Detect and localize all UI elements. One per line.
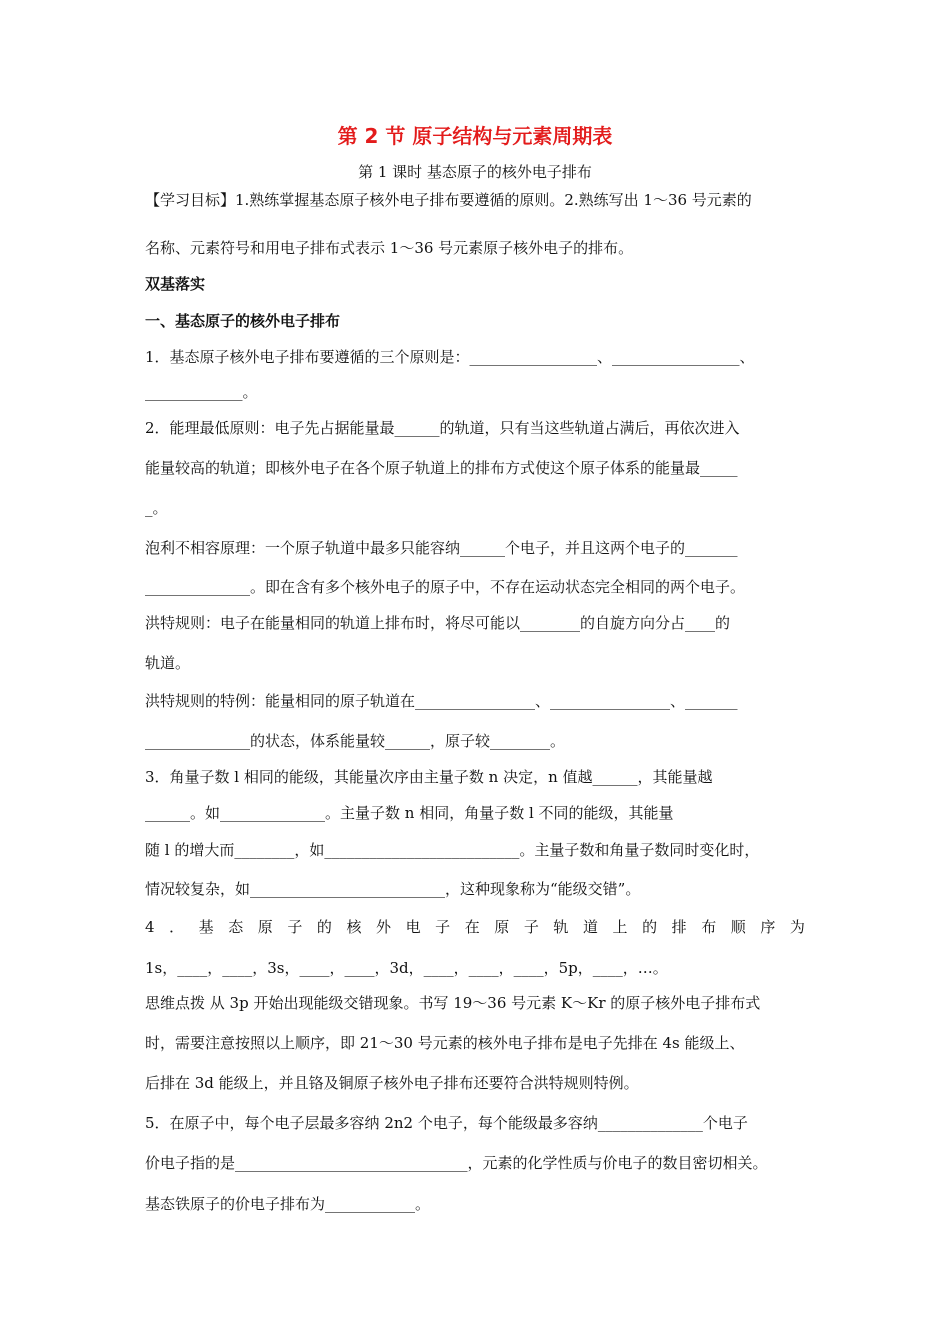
question-2-line-3: _。 <box>145 499 168 517</box>
spread-char: 布 <box>701 918 717 936</box>
question-1-line-2: _____________。 <box>145 383 258 401</box>
spread-char: 顺 <box>730 918 746 936</box>
learning-objectives-line-1: 【学习目标】1.熟练掌握基态原子核外电子排布要遵循的原则。2.熟练写出 1～36 号元素的 <box>145 191 752 209</box>
spread-char: 外 <box>376 918 392 936</box>
question-3-line-1: 3．角量子数 l 相同的能级，其能量次序由主量子数 n 决定，n 值越______，其能量越 <box>145 768 713 786</box>
spread-char: 的 <box>316 918 332 936</box>
spread-char: 基 <box>198 918 214 936</box>
question-5-line-3: 基态铁原子的价电子排布为____________。 <box>145 1195 431 1213</box>
spread-char: 为 <box>789 918 805 936</box>
spread-char: 轨 <box>553 918 569 936</box>
question-5-line-1: 5．在原子中，每个电子层最多容纳 2n2 个电子，每个能级最多容纳______________个电子 <box>145 1114 748 1132</box>
learning-objectives-line-2: 名称、元素符号和用电子排布式表示 1～36 号元素原子核外电子的排布。 <box>145 239 634 257</box>
question-4-line-1 <box>145 917 805 937</box>
pauli-principle-line-1: 泡利不相容原理：一个原子轨道中最多只能容纳______个电子，并且这两个电子的_______ <box>145 539 738 557</box>
spread-char: 4 <box>145 918 155 936</box>
hund-rule-line-2: 轨道。 <box>145 654 191 672</box>
spread-char: 子 <box>523 918 539 936</box>
spread-char: 原 <box>494 918 510 936</box>
spread-char: 道 <box>582 918 598 936</box>
lesson-subtitle: 第 1 课时 基态原子的核外电子排布 <box>358 163 592 181</box>
question-4-line-2: 1s，____，____，3s，____，____，3d，____，____，____，5p，____，…。 <box>145 959 668 977</box>
hund-exception-line-1: 洪特规则的特例：能量相同的原子轨道在________________、________________、_______ <box>145 692 738 710</box>
pauli-principle-line-2: ______________。即在含有多个核外电子的原子中，不存在运动状态完全相同的两个电子。 <box>145 578 746 596</box>
spread-char: 在 <box>464 918 480 936</box>
subsection-heading-electron-config: 一、基态原子的核外电子排布 <box>145 312 341 330</box>
spread-char: 态 <box>228 918 244 936</box>
spread-char: 序 <box>760 918 776 936</box>
question-3-line-3: 随 l 的增大而________，如__________________________。主量子数和角量子数同时变化时， <box>145 841 760 859</box>
spread-char: 排 <box>671 918 687 936</box>
question-1-line-1: 1．基态原子核外电子排布要遵循的三个原则是：_________________、_________________、 <box>145 348 755 366</box>
spread-char: ． <box>169 918 185 936</box>
question-2-line-1: 2．能理最低原则：电子先占据能量最______的轨道，只有当这些轨道占满后，再依次进入 <box>145 419 740 437</box>
section-title: 第 2 节 原子结构与元素周期表 <box>337 124 613 148</box>
hund-exception-line-2: ______________的状态，体系能量较______，原子较________。 <box>145 732 566 750</box>
spread-char: 子 <box>287 918 303 936</box>
hund-rule-line-1: 洪特规则：电子在能量相同的轨道上排布时，将尽可能以________的自旋方向分占____的 <box>145 614 731 632</box>
spread-char: 原 <box>257 918 273 936</box>
spread-char: 核 <box>346 918 362 936</box>
thinking-tip-line-3: 后排在 3d 能级上，并且铬及铜原子核外电子排布还要符合洪特规则特例。 <box>145 1074 639 1092</box>
thinking-tip-line-2: 时，需要注意按照以上顺序，即 21～30 号元素的核外电子排布是电子先排在 4s 能级上、 <box>145 1034 745 1052</box>
question-5-line-2: 价电子指的是_______________________________，元素的化学性质与价电子的数目密切相关。 <box>145 1154 768 1172</box>
question-3-line-4: 情况较复杂，如__________________________，这种现象称为“能级交错”。 <box>145 880 641 898</box>
thinking-tip-line-1: 思维点拨 从 3p 开始出现能级交错现象。书写 19～36 号元素 K～Kr 的原子核外电子排布式 <box>145 994 761 1012</box>
section-heading-basics: 双基落实 <box>145 275 206 293</box>
question-2-line-2: 能量较高的轨道；即核外电子在各个原子轨道上的排布方式使这个原子体系的能量最_____ <box>145 459 738 477</box>
spread-char: 上 <box>612 918 628 936</box>
spread-char: 电 <box>405 918 421 936</box>
spread-char: 的 <box>642 918 658 936</box>
spread-char: 子 <box>435 918 451 936</box>
question-3-line-2: ______。如______________。主量子数 n 相同，角量子数 l 不同的能级，其能量 <box>145 804 674 822</box>
